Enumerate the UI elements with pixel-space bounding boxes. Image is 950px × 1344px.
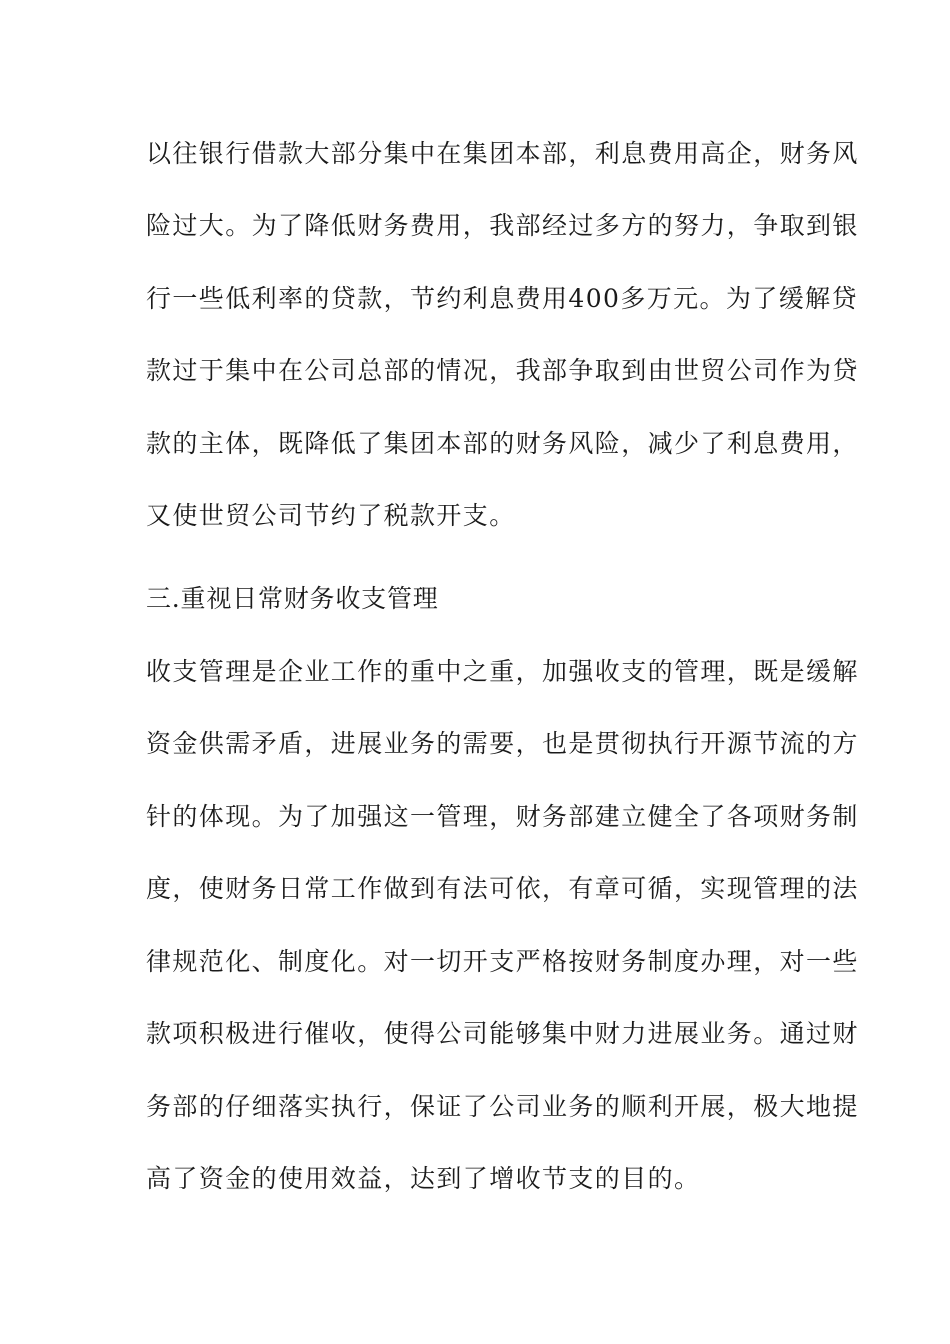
paragraph-line: 资金供需矛盾，进展业务的需要，也是贯彻执行开源节流的方 — [146, 729, 859, 758]
paragraph-line: 针的体现。为了加强这一管理，财务部建立健全了各项财务制 — [146, 802, 859, 831]
paragraph-line: 务部的仔细落实执行，保证了公司业务的顺利开展，极大地提 — [146, 1092, 859, 1121]
paragraph-line: 款过于集中在公司总部的情况，我部争取到由世贸公司作为贷 — [146, 356, 859, 385]
paragraph-line: 度，使财务日常工作做到有法可依，有章可循，实现管理的法 — [146, 874, 859, 903]
section-heading: 三.重视日常财务收支管理 — [146, 584, 439, 613]
paragraph-line: 收支管理是企业工作的重中之重，加强收支的管理，既是缓解 — [146, 657, 859, 686]
paragraph-line: 行一些低利率的贷款，节约利息费用400多万元。为了缓解贷 — [146, 284, 858, 313]
paragraph-line: 高了资金的使用效益，达到了增收节支的目的。 — [146, 1164, 701, 1193]
paragraph-line: 款的主体，既降低了集团本部的财务风险，减少了利息费用， — [146, 429, 859, 458]
paragraph-line: 以往银行借款大部分集中在集团本部，利息费用高企，财务风 — [146, 139, 859, 168]
paragraph-line: 款项积极进行催收，使得公司能够集中财力进展业务。通过财 — [146, 1019, 859, 1048]
paragraph-line: 险过大。为了降低财务费用，我部经过多方的努力，争取到银 — [146, 211, 859, 240]
paragraph-line: 又使世贸公司节约了税款开支。 — [146, 501, 516, 530]
paragraph-line: 律规范化、制度化。对一切开支严格按财务制度办理，对一些 — [146, 947, 859, 976]
